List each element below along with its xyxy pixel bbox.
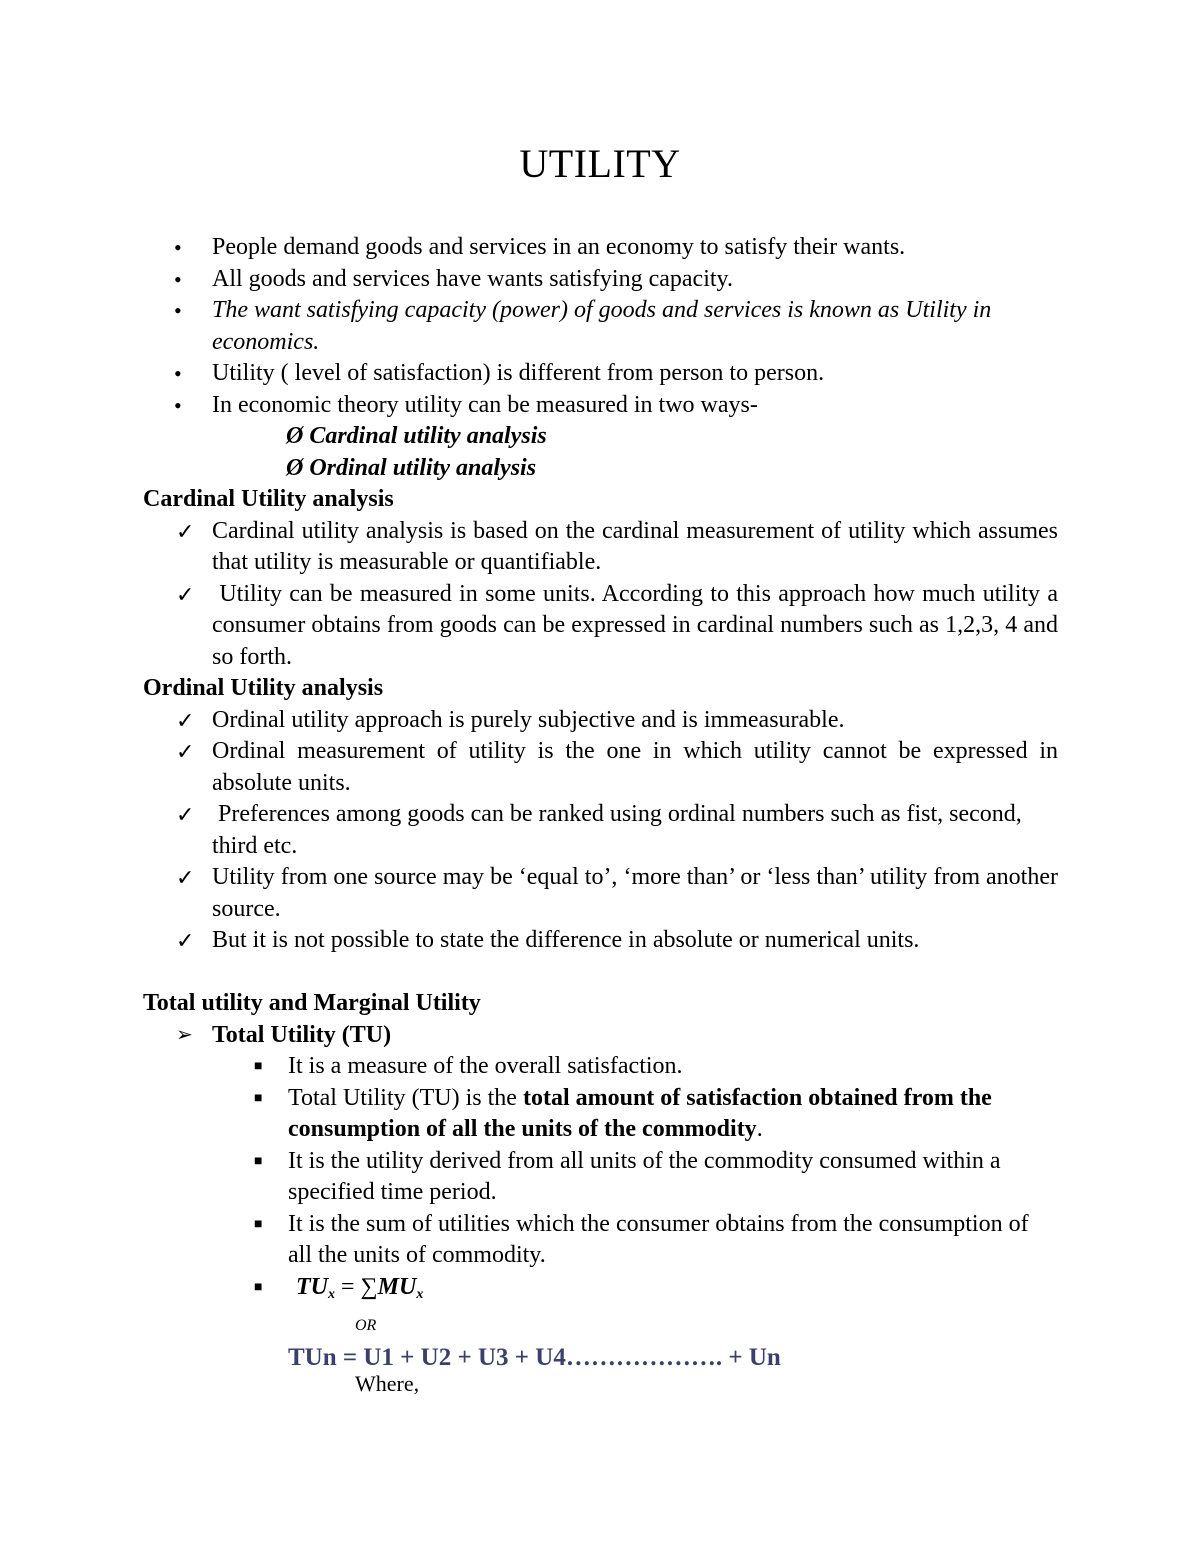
tu-point: ■ Total Utility (TU) is the total amount of satisfaction obtained from the consumption of all the units of the commodity. <box>254 1084 992 1142</box>
intro-bullet <box>0 295 1200 358</box>
checkmark-icon: ✓ <box>176 739 195 764</box>
bullet-dot-icon: • <box>174 235 182 260</box>
document-body <box>0 232 1200 1395</box>
intro-bullet: • Utility ( level of satisfaction) is different from person to person. <box>0 358 1200 390</box>
intro-bullet: • In economic theory utility can be measured in two ways- <box>0 390 1200 422</box>
intro-bullet: • People demand goods and services in an economy to satisfy their wants. <box>0 232 1200 264</box>
spacer <box>0 957 1200 989</box>
bullet-dot-icon: • <box>174 298 182 323</box>
checkmark-icon: ✓ <box>176 581 195 607</box>
cardinal-point: ✓ Cardinal utility analysis is based on the cardinal measurement of utility which assumes that utility is measurable or quantifiable. <box>176 517 1058 575</box>
ordinal-point: ✓ Preferences among goods can be ranked using ordinal numbers such as fist, second, third etc. <box>176 801 1028 859</box>
bullet-dot-icon: • <box>174 361 182 386</box>
tu-point: ■ It is a measure of the overall satisfaction. <box>0 1051 1200 1083</box>
where-label: Where, <box>355 1370 420 1396</box>
bullet-dot-icon: • <box>174 392 182 418</box>
tu-sum-equation: TUn = U1 + U2 + U3 + U4………………. + Un <box>288 1343 781 1371</box>
cardinal-heading: Cardinal Utility analysis <box>143 486 394 512</box>
intro-bullet: • All goods and services have wants satisfying capacity. <box>0 264 1200 296</box>
tu-subheading: ➢ Total Utility (TU) <box>0 1020 1200 1052</box>
ordinal-point: ✓ But it is not possible to state the difference in absolute or numerical units. <box>0 925 1200 957</box>
checkmark-icon: ✓ <box>176 802 195 827</box>
square-bullet-icon: ■ <box>254 1090 263 1106</box>
or-label: OR <box>355 1317 377 1334</box>
square-bullet-icon: ■ <box>254 1059 263 1074</box>
ordinal-point: ✓ Ordinal utility approach is purely subjective and is immeasurable. <box>0 705 1200 737</box>
bullet-dot-icon: • <box>174 266 182 292</box>
cardinal-point: ✓ Utility can be measured in some units. According to this approach how much utility a consumer obtains from goods can be expressed in cardinal numbers such as 1,2,3, 4 and so forth. <box>176 580 1065 670</box>
utility-definition: The want satisfying capacity (power) of goods and services is known as Utility in economics. <box>212 297 992 355</box>
ordinal-point: ✓ Ordinal measurement of utility is the one in which utility cannot be expressed in absolute units. <box>176 738 1058 796</box>
square-bullet-icon: ■ <box>254 1153 263 1169</box>
tu-mu-heading: Total utility and Marginal Utility <box>143 990 481 1016</box>
way-ordinal: Ø Ordinal utility analysis <box>286 454 537 481</box>
way-cardinal: Ø Cardinal utility analysis <box>286 423 547 449</box>
page-title: UTILITY <box>519 141 681 186</box>
checkmark-icon: ✓ <box>176 518 195 544</box>
tu-formula-row <box>0 1272 1200 1311</box>
square-bullet-icon: ■ <box>254 1216 263 1232</box>
checkmark-icon: ✓ <box>176 865 195 890</box>
checkmark-icon: ✓ <box>176 928 195 953</box>
tu-formula: $TU_x = \sum MU_x$ <box>296 1273 424 1302</box>
ordinal-point: ✓ Utility from one source may be ‘equal to’, ‘more than’ or ‘less than’ utility from another source. <box>176 864 1058 922</box>
arrow-right-icon: ➢ <box>176 1023 193 1046</box>
tu-point: ■ It is the utility derived from all units of the commodity consumed within a specified time period. <box>254 1147 1001 1205</box>
square-bullet-icon: ■ <box>254 1279 263 1295</box>
tu-point: ■ It is the sum of utilities which the consumer obtains from the consumption of all the units of commodity. <box>254 1210 1029 1268</box>
ordinal-heading: Ordinal Utility analysis <box>143 675 384 701</box>
checkmark-icon: ✓ <box>176 707 195 733</box>
